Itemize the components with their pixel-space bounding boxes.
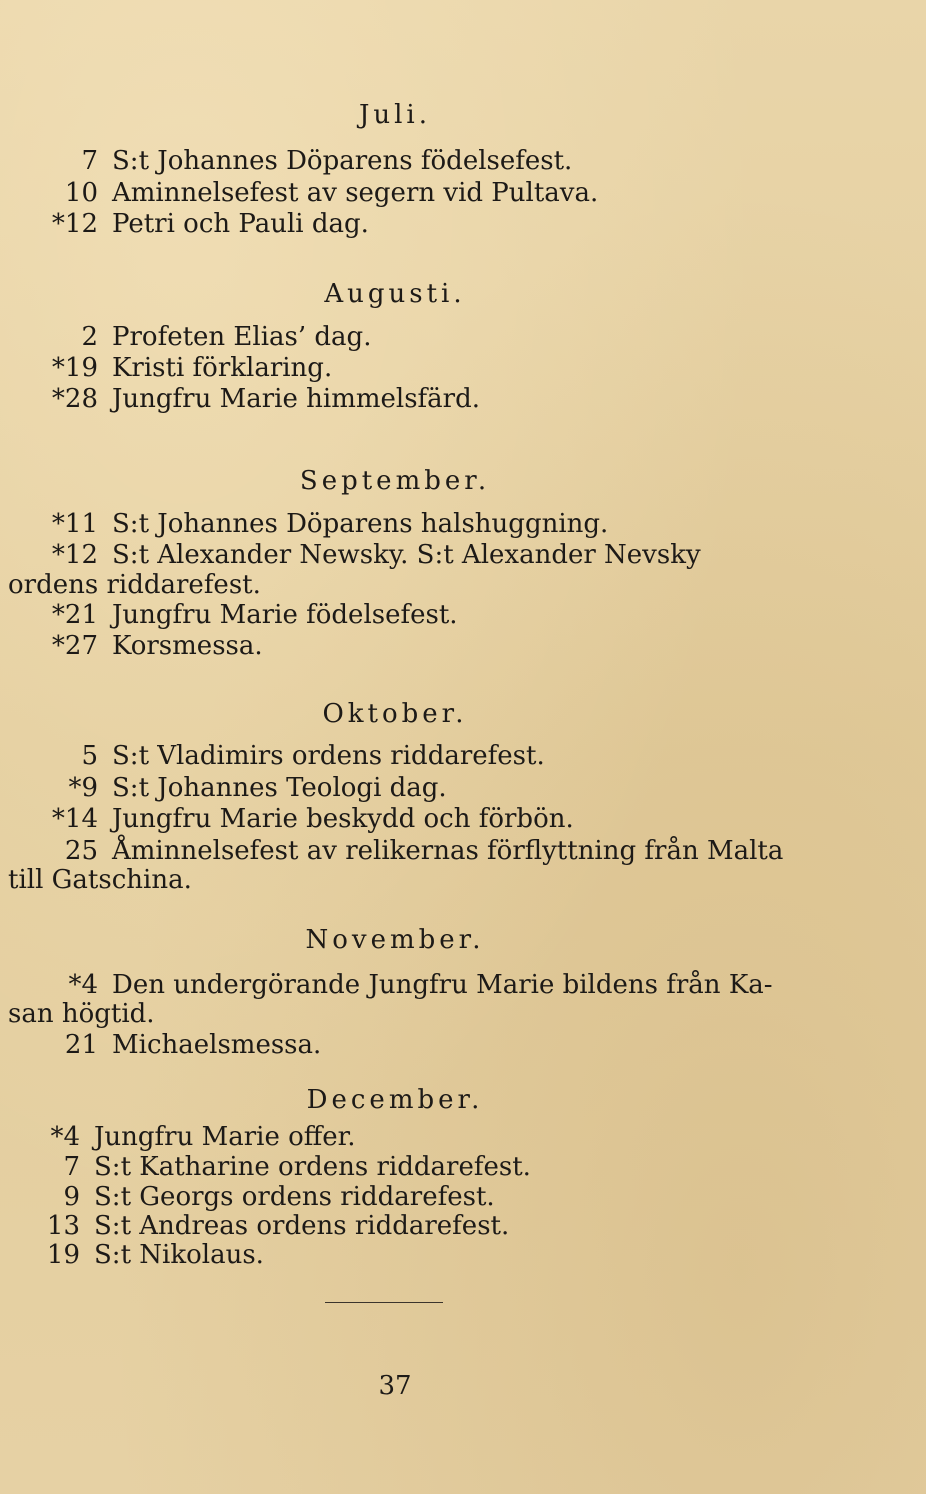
month-heading-december: December.	[306, 1085, 484, 1115]
entry-line	[0, 600, 458, 630]
entry-text: S:t Andreas ordens riddarefest.	[94, 1211, 510, 1241]
month-heading-augusti: Augusti.	[324, 279, 466, 309]
entry-day: 19	[46, 1240, 80, 1270]
entry-line	[0, 353, 332, 383]
entry-day: *12	[51, 209, 98, 239]
entry-line	[0, 741, 545, 771]
entry-day: *21	[51, 600, 98, 630]
entry-day: *4	[50, 1122, 80, 1152]
entry-line	[0, 1030, 321, 1060]
entry-day: *14	[51, 804, 98, 834]
entry-day: 21	[64, 1030, 98, 1060]
entry-text: Jungfru Marie födelsefest.	[112, 600, 458, 630]
entry-line	[0, 631, 263, 661]
entry-line	[0, 540, 701, 570]
entry-text: S:t Vladimirs ordens riddarefest.	[112, 741, 545, 771]
entry-day: *9	[68, 773, 98, 803]
entry-text: Michaelsmessa.	[112, 1030, 322, 1060]
entry-day: 7	[81, 146, 98, 176]
entry-continuation: till Gatschina.	[8, 865, 192, 895]
entry-text: S:t Johannes Teologi dag.	[112, 773, 447, 803]
entry-line	[0, 146, 572, 176]
page-number: 37	[378, 1371, 412, 1401]
entry-day: *12	[51, 540, 98, 570]
month-heading-juli: Juli.	[358, 100, 432, 130]
entry-day: *11	[51, 509, 98, 539]
entry-text: Petri och Pauli dag.	[112, 209, 369, 239]
entry-text: S:t Johannes Döparens födelsefest.	[112, 146, 573, 176]
entry-text: Den undergörande Jungfru Marie bildens från Ka-	[112, 970, 773, 1000]
entry-continuation: ordens riddarefest.	[8, 570, 261, 600]
entry-day: 2	[81, 322, 98, 352]
entry-text: S:t Georgs ordens riddarefest.	[94, 1182, 495, 1212]
entry-line	[0, 804, 574, 834]
entry-text: Kristi förklaring.	[112, 353, 333, 383]
entry-line	[0, 970, 773, 1000]
entry-line	[0, 509, 608, 539]
entry-text: S:t Johannes Döparens halshuggning.	[112, 509, 609, 539]
month-heading-september: September.	[299, 466, 491, 496]
entry-text: Korsmessa.	[112, 631, 263, 661]
entry-line	[0, 1122, 356, 1152]
entry-day: *19	[51, 353, 98, 383]
entry-line	[0, 384, 480, 414]
entry-day: 13	[46, 1211, 80, 1241]
month-heading-oktober: Oktober.	[322, 699, 468, 729]
entry-line	[0, 1211, 509, 1241]
entry-line	[0, 209, 369, 239]
entry-text: Aminnelsefest av segern vid Pultava.	[112, 178, 599, 208]
entry-day: *28	[51, 384, 98, 414]
entry-day: 25	[64, 836, 98, 866]
entry-line	[0, 1182, 495, 1212]
entry-day: *4	[68, 970, 98, 1000]
entry-line	[0, 773, 447, 803]
entry-text: S:t Katharine ordens riddarefest.	[94, 1152, 531, 1182]
entry-line	[0, 178, 598, 208]
entry-text: Profeten Elias’ dag.	[112, 322, 372, 352]
entry-line	[0, 322, 371, 352]
entry-day: 5	[81, 741, 98, 771]
entry-day: 7	[63, 1152, 80, 1182]
entry-line	[0, 1240, 264, 1270]
section-divider-rule	[325, 1302, 443, 1303]
entry-text: Jungfru Marie beskydd och förbön.	[112, 804, 574, 834]
entry-text: Åminnelsefest av relikernas förflyttning från Malta	[112, 836, 784, 866]
entry-text: S:t Nikolaus.	[94, 1240, 264, 1270]
entry-text: Jungfru Marie offer.	[94, 1122, 356, 1152]
entry-day: *27	[51, 631, 98, 661]
entry-day: 9	[63, 1182, 80, 1212]
entry-text: Jungfru Marie himmelsfärd.	[112, 384, 481, 414]
entry-continuation: san högtid.	[8, 999, 155, 1029]
entry-day: 10	[64, 178, 98, 208]
entry-text: S:t Alexander Newsky. S:t Alexander Nevsky	[112, 540, 701, 570]
month-heading-november: November.	[305, 925, 485, 955]
entry-line	[0, 1152, 531, 1182]
entry-line	[0, 836, 783, 866]
